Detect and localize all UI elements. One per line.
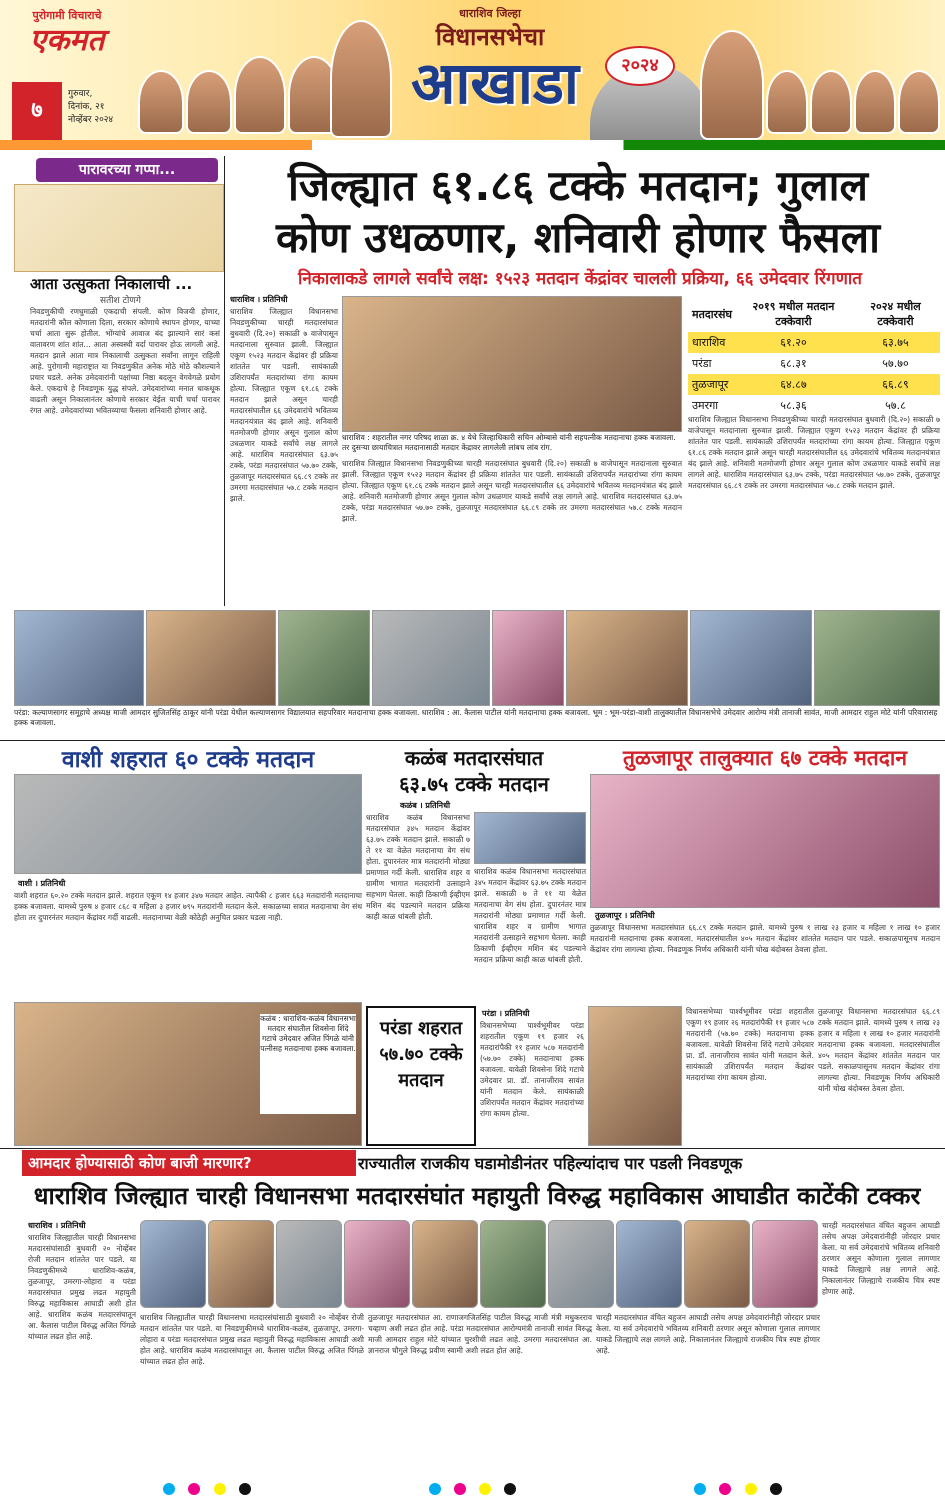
- vashi-headline: वाशी शहरात ६० टक्के मतदान: [61, 747, 315, 773]
- tuljapur-headline: तुळजापूर तालुक्यात ६७ टक्के मतदान: [623, 746, 907, 770]
- table-row: [688, 395, 940, 416]
- masthead: [0, 0, 945, 150]
- sidebar-author: सतीश टोणगे: [100, 296, 141, 306]
- paranda-headline: परंडा शहरात ५७.७० टक्के मतदान: [379, 1018, 463, 1091]
- section-divider: [0, 740, 945, 741]
- bottom-body-col1: धाराशिव जिल्ह्यातील चारही विधानसभा मतदारसंघांसाठी बुधवारी २० नोव्हेंबर रोजी मतदान शांततेत पार पडले. या निवडणुकीमध्ये धाराशिव-कळंब, तुळजापूर, उमरगा-लोहारा व परंडा मतदारसंघात प्रमुख लढत महायुती विरुद्ध महाविकास आघाडी अशी होत आहे. धाराशिव कळंब मतदारसंघातून आ. कैलास पाटील विरुद्ध अजित पिंगळे यांच्यात लढत होत आहे.: [28, 1233, 136, 1341]
- table-row: [688, 353, 940, 374]
- brand-name: एकमत: [29, 23, 105, 58]
- vashi-body: वाशी शहरात ६०.२० टक्के मतदान झाले. शहरात एकूण १४ हजार ३४७ मतदार आहेत. त्यापैकी ८ हजार ६६३ मतदारांनी मतदानाचा हक्क बजावला. यामध्ये पुरुष ४ हजार ८६८ व महिला ३ हजार ७९५ मतदारांनी मतदान केले. सकाळच्या सत्रात मतदानाचा वेग संथ होता तर दुपारनंतर मतदान केंद्रांवर गर्दी वाढली. मतदानाच्या वेळी कोठेही अनुचित प्रकार घडला नाही.: [14, 891, 362, 922]
- cyan-mark: [163, 1483, 175, 1495]
- paranda-byline: परंडा । प्रतिनिधी: [482, 1009, 530, 1018]
- brand-tagline: पुरोगामी विचाराचे: [32, 9, 102, 22]
- leader-photo: [700, 30, 764, 140]
- magenta-mark: [719, 1483, 731, 1495]
- bottom-body-col4: चारही मतदारसंघात वंचित बहुजन आघाडी तसेच अपक्ष उमेदवारांनीही जोरदार प्रचार केला. या सर्व उमेदवारांचे भवितव्य शनिवारी ठरणार असून कोणाला गुलाल लागणार याकडे जिल्ह्याचे लक्ष लागले आहे. निकालानंतर जिल्ह्याचे राजकीय चित्र स्पष्ट होणार आहे.: [596, 1313, 820, 1355]
- district-label: धाराशिव जिल्हा: [459, 7, 521, 20]
- section-divider: [0, 1148, 945, 1149]
- tuljapur-body-col2: तुळजापूर विधानसभा मतदारसंघात ६६.८९ टक्के मतदान झाले. यामध्ये पुरुष १ लाख २३ हजार व महिला १ लाख १० हजार मतदारांनी मतदानाचा हक्क बजावला. मतदारसंघातील ४०५ मतदान केंद्रांवर शांततेत मतदान पार पडले. सकाळपासूनच मतदान केंद्रांवर रांगा लागल्या होत्या. निवडणूक निर्णय अधिकारी यांनी चोख बंदोबस्त ठेवला होता.: [818, 1007, 940, 1093]
- leader-photo: [854, 70, 896, 134]
- yellow-mark: [745, 1483, 757, 1495]
- table-row: [688, 374, 940, 395]
- lead-photo-caption: धाराशिव : शहरातील नगर परिषद शाळा क्र. ४ येथे जिल्हाधिकारी सचिन ओम्बासे यांनी सहपत्नीक मतदानाचा हक्क बजावला. तर दुसऱ्या छायाचित्रात मतदानासाठी मतदार केंद्रावर लागलेली लांबच लांब रांग.: [342, 433, 682, 455]
- photo-strip-caption: परंडा: कल्याणसागर समूहाचे अध्यक्ष माजी आमदार सुजितसिंह ठाकूर यांनी परंडा येथील कल्याणसागर विद्यालयात सहपरिवार मतदानाचा हक्क बजावला. धाराशिव : आ. कैलास पाटील यांनी मतदानाचा हक्क बजावला. भूम : भूम-परंडा-वाशी तालुक्यातील विधानसभेचे उमेदवार आरोग्य मंत्री तानाजी सावंत, माजी आमदार राहुल मोटे यांनी परिवारासह हक्क बजावला.: [14, 708, 940, 738]
- candidate-photo: [616, 1220, 682, 1308]
- kalamb-byline: कळंब । प्रतिनिधी: [400, 801, 451, 810]
- yellow-mark: [214, 1483, 226, 1495]
- candidate-photo: [752, 1220, 818, 1308]
- kalamb-body-col1: धाराशिव कळंब विधानसभा मतदारसंघात ३४५ मतदान केंद्रांवर ६३.७५ टक्के मतदान झाले. सकाळी ७ ते ११ या वेळेत मतदानाचा वेग संथ होता. दुपारनंतर मात्र मतदारांनी मोठ्या प्रमाणात गर्दी केली. धाराशिव शहर व ग्रामीण भागात मतदारांनी उत्साहाने सहभाग घेतला. काही ठिकाणी ईव्हीएम मशिन बंद पडल्याने मतदान प्रक्रिया काही काळ थांबली होती.: [366, 813, 470, 921]
- table-header: २०१९ मधील मतदान टक्केवारी: [752, 300, 835, 328]
- print-registration-marks: [0, 1480, 945, 1498]
- voter-photo: [146, 610, 276, 706]
- table-row: [688, 332, 940, 353]
- cartoon-image: [14, 184, 224, 272]
- candidate-portrait: [588, 1006, 682, 1146]
- black-mark: [239, 1483, 251, 1495]
- table-cell: उमरगा: [692, 399, 719, 412]
- table-cell: ६३.७५: [851, 332, 940, 353]
- voter-photo: [372, 610, 490, 706]
- sidebar-title: आता उत्सुकता निकालाची ...: [30, 275, 193, 293]
- leader-photo: [330, 20, 392, 138]
- black-mark: [770, 1483, 782, 1495]
- candidate-photo: [684, 1220, 750, 1308]
- candidate-photo: [140, 1220, 206, 1308]
- voter-photo: [14, 610, 144, 706]
- leader-photo: [186, 70, 232, 134]
- lead-body-cont: धाराशिव जिल्ह्यात विधानसभा निवडणुकीच्या चारही मतदारसंघात बुधवारी (दि.२०) सकाळी ७ वाजेपासून मतदानाला सुरुवात झाली. जिल्ह्यात एकूण १५२३ मतदान केंद्रांवर ही प्रक्रिया शांततेत पार पडली. सायंकाळी उशिरापर्यंत मतदारांच्या रांगा कायम होत्या. जिल्ह्यात एकूण ६१.८६ टक्के मतदान झाले असून चारही मतदारसंघातील ६६ उमेदवारांचे भवितव्य मतदानयंत्रात बंद झाले आहे. शनिवारी मतमोजणी होणार असून गुलाल कोण उधळणार याकडे सर्वांचे लक्ष लागले आहे. धाराशिव मतदारसंघात ६३.७५ टक्के, परंडा मतदारसंघात ५७.७० टक्के, तुळजापूर मतदारसंघात ६६.८९ टक्के तर उमरगा मतदारसंघात ५७.८ टक्के मतदान झाले.: [342, 459, 682, 523]
- kalamb-headline-line2: ६३.७५ टक्के मतदान: [399, 772, 549, 796]
- table-cell: तुळजापूर: [688, 374, 736, 395]
- lead-headline-line1: जिल्ह्यात ६१.८६ टक्के मतदान; गुलाल: [288, 161, 868, 210]
- table-cell: धाराशिव: [688, 332, 736, 353]
- cyan-mark: [694, 1483, 706, 1495]
- turnout-table: [688, 296, 940, 412]
- year-badge: २०२४: [605, 46, 675, 86]
- day: गुरुवार,: [68, 89, 93, 99]
- vidhansabha-label: विधानसभेचा: [435, 23, 545, 51]
- leader-photo: [898, 70, 940, 134]
- yellow-mark: [479, 1483, 491, 1495]
- candidate-photo: [344, 1220, 410, 1308]
- voter-photo: [278, 610, 370, 706]
- leader-photo: [810, 70, 852, 134]
- leader-photo: [766, 70, 808, 134]
- table-cell: ५७.७०: [882, 357, 909, 370]
- lead-headline: [228, 160, 928, 264]
- tuljapur-byline: तुळजापूर । प्रतिनिधी: [595, 911, 655, 920]
- sidebar-body: निवडणुकीची रणधुमाळी एकदाची संपली. कोण विजयी होणार, मतदारांनी कौल कोणाला दिला, सरकार कोणाचे स्थापन होणार, याच्या चर्चा आता सुरू होतील. भोंग्यांचे आवाज बंद झाल्याने सारं कसं वातावरण शांत शांत... आता अस्वस्थी वर्दा पारावर होऊ लागली आहे. मतदान झाले आता मात्र निकालाची उत्सुकता सर्वांना लागून राहिली आहे. पुरोगामी महाराष्ट्रात या निवडणुकीत अनेक मोठे मोठे कौशल्याने प्रचार घडले. अनेक उमेदवारांनी पक्षांच्या निष्ठा बदलून वेगवेगळे प्रयोग केले. एकदाचे हे निवडणूक युद्ध संपले. उमेदवारांच्या मनात धाकधूक वाढली असून निकालानंतर कोणाचे सरकार येईल याची चर्चा पारावर रंगत आहे. उमेदवारांच्या भवितव्याचा फैसला शनिवारी होणार आहे.: [30, 307, 220, 415]
- table-cell: ६८.३१: [736, 353, 851, 374]
- table-cell: ५७.८: [885, 399, 906, 412]
- column-divider: [224, 156, 225, 606]
- tricolor-strip: [0, 140, 945, 150]
- bottom-body-col3: तुळजापूर मतदारसंघात आ. राणाजगजितसिंह पाटील विरुद्ध माजी मंत्री मधुकरराव चव्हाण अशी लढत होत आहे. परंडा मतदारसंघात आरोग्यमंत्री तानाजी सावंत विरुद्ध माजी आमदार राहुल मोटे यांच्यात चुरशीची लढत आहे. उमरगा मतदारसंघात आ. ज्ञानराज चौगुले विरुद्ध प्रवीण स्वामी अशी लढत होत आहे.: [368, 1313, 592, 1355]
- page-number: ७: [12, 82, 62, 140]
- bottom-headline: धाराशिव जिल्ह्यात चारही विधानसभा मतदारसंघांत महायुती विरुद्ध महाविकास आघाडीत काटेंकी टक्कर: [33, 1182, 921, 1210]
- paranda-body: विधानसभेच्या पार्श्वभूमीवर परंडा शहरातील एकूण १९ हजार २६ मतदारांपैकी ११ हजार ५८७ मतदारांनी (५७.७० टक्के) मतदानाचा हक्क बजावला. यावेळी शिवसेना शिंदे गटाचे उमेदवार प्रा. डॉ. तानाजीराव सावंत यांनी मतदान केले. सायंकाळी उशिरापर्यंत मतदान केंद्रांवर मतदारांच्या रांगा कायम होत्या.: [480, 1021, 584, 1118]
- sidebar-header: पारावरच्या गप्पा...: [36, 158, 218, 182]
- table-cell: परंडा: [692, 357, 712, 370]
- voter-photo: [566, 610, 688, 706]
- leader-photo: [234, 56, 286, 134]
- black-mark: [504, 1483, 516, 1495]
- candidate-photo: [548, 1220, 614, 1308]
- table-cell: ६१.२०: [736, 332, 851, 353]
- bottom-byline: धाराशिव । प्रतिनिधी: [28, 1221, 86, 1230]
- bottom-kicker-sub: राज्यातील राजकीय घडामोडीनंतर पहिल्यांदाच पार पडली निवडणूक: [358, 1154, 743, 1173]
- lead-body-col-right: धाराशिव जिल्ह्यात विधानसभा निवडणुकीच्या चारही मतदारसंघात बुधवारी (दि.२०) सकाळी ७ वाजेपासून मतदानाला सुरुवात झाली. जिल्ह्यात एकूण १५२३ मतदान केंद्रांवर ही प्रक्रिया शांततेत पार पडली. सायंकाळी उशिरापर्यंत मतदारांच्या रांगा कायम होत्या. जिल्ह्यात एकूण ६१.८६ टक्के मतदान झाले असून चारही मतदारसंघातील ६६ उमेदवारांचे भवितव्य मतदानयंत्रात बंद झाले आहे. शनिवारी मतमोजणी होणार असून गुलाल कोण उधळणार याकडे सर्वांचे लक्ष लागले आहे. धाराशिव मतदारसंघात ६३.७५ टक्के, परंडा मतदारसंघात ५७.७० टक्के, तुळजापूर मतदारसंघात ६६.८९ टक्के तर उमरगा मतदारसंघात ५७.८ टक्के मतदान झाले.: [688, 415, 940, 490]
- magenta-mark: [188, 1483, 200, 1495]
- lead-byline: धाराशिव । प्रतिनिधी: [230, 295, 288, 304]
- date: दिनांक, २१: [68, 102, 105, 112]
- table-cell: ६६.८९: [851, 374, 940, 395]
- vashi-byline: वाशी । प्रतिनिधी: [18, 879, 66, 888]
- magenta-mark: [454, 1483, 466, 1495]
- lead-body-col1: धाराशिव जिल्ह्यात विधानसभा निवडणुकीच्या चारही मतदारसंघात बुधवारी (दि.२०) सकाळी ७ वाजेपासून मतदानाला सुरुवात झाली. जिल्ह्यात एकूण १५२३ मतदान केंद्रांवर ही प्रक्रिया शांततेत पार पडली. सायंकाळी उशिरापर्यंत मतदारांच्या रांगा कायम होत्या. जिल्ह्यात एकूण ६१.८६ टक्के मतदान झाले असून चारही मतदारसंघातील ६६ उमेदवारांचे भवितव्य मतदानयंत्रात बंद झाले आहे. शनिवारी मतमोजणी होणार असून गुलाल कोण उधळणार याकडे सर्वांचे लक्ष लागले आहे. धाराशिव मतदारसंघात ६३.७५ टक्के, परंडा मतदारसंघात ५७.७० टक्के, तुळजापूर मतदारसंघात ६६.८९ टक्के तर उमरगा मतदारसंघात ५७.८ टक्के मतदान झाले.: [230, 307, 338, 503]
- table-header: मतदारसंघ: [692, 307, 732, 321]
- table-header: २०२४ मधील टक्केवारी: [870, 300, 921, 328]
- paranda-body-col2: विधानसभेच्या पार्श्वभूमीवर परंडा शहरातील एकूण १९ हजार २६ मतदारांपैकी ११ हजार ५८७ मतदारांनी (५७.७० टक्के) मतदानाचा हक्क बजावला. यावेळी शिवसेना शिंदे गटाचे उमेदवार प्रा. डॉ. तानाजीराव सावंत यांनी मतदान केले. सायंकाळी उशिरापर्यंत मतदान केंद्रांवर मतदारांच्या रांगा कायम होत्या.: [686, 1007, 814, 1082]
- candidate-photo: [480, 1220, 546, 1308]
- kalamb-headline-line1: कळंब मतदारसंघात: [404, 746, 544, 770]
- voter-photo: [690, 610, 812, 706]
- leader-photo: [138, 70, 184, 134]
- table-cell: ५८.३६: [736, 395, 851, 416]
- month-year: नोव्हेंबर २०२४: [68, 115, 114, 125]
- lead-headline-line2: कोण उधळणार, शनिवारी होणार फैसला: [276, 213, 880, 262]
- dateline: [68, 88, 138, 127]
- bottom-body-col5: चारही मतदारसंघात वंचित बहुजन आघाडी तसेच अपक्ष उमेदवारांनीही जोरदार प्रचार केला. या सर्व उमेदवारांचे भवितव्य शनिवारी ठरणार असून कोणाला गुलाल लागणार याकडे जिल्ह्याचे लक्ष लागले आहे. निकालानंतर जिल्ह्याचे राजकीय चित्र स्पष्ट होणार आहे.: [822, 1221, 940, 1296]
- voter-photo: [492, 610, 564, 706]
- tuljapur-photo: [590, 774, 940, 908]
- bottom-kicker: आमदार होण्यासाठी कोण बाजी मारणार?: [22, 1150, 356, 1176]
- paranda-box: [366, 1006, 476, 1146]
- candidate-photo: [208, 1220, 274, 1308]
- aakhada-title: आखाडा: [411, 49, 579, 117]
- evm-photo: [474, 812, 586, 864]
- candidate-photo: [276, 1220, 342, 1308]
- tuljapur-body: तुळजापूर विधानसभा मतदारसंघात ६६.८९ टक्के मतदान झाले. यामध्ये पुरुष १ लाख २३ हजार व महिला १ लाख १० हजार मतदारांनी मतदानाचा हक्क बजावला. मतदारसंघातील ४०५ मतदान केंद्रांवर शांततेत मतदान पार पडले. सकाळपासूनच मतदान केंद्रांवर रांगा लागल्या होत्या. निवडणूक निर्णय अधिकारी यांनी चोख बंदोबस्त ठेवला होता.: [590, 923, 940, 954]
- voters-queue-photo: [342, 296, 682, 432]
- kalamb-photo-caption: कळंब : धाराशिव-कळंब विधानसभा मतदार संघातील शिवसेना शिंदे गटाचे उमेदवार अजित पिंगळे यांनी पत्नीसह मतदानाचा हक्क बजावला.: [260, 1014, 356, 1114]
- lead-subhead: निकालाकडे लागले सर्वांचे लक्ष: १५२३ मतदान केंद्रांवर चालली प्रक्रिया, ६६ उमेदवार रिंगणात: [298, 269, 862, 289]
- candidate-photo: [412, 1220, 478, 1308]
- vashi-photo: [14, 774, 362, 874]
- kalamb-body-col2: धाराशिव कळंब विधानसभा मतदारसंघात ३४५ मतदान केंद्रांवर ६३.७५ टक्के मतदान झाले. सकाळी ७ ते ११ या वेळेत मतदानाचा वेग संथ होता. दुपारनंतर मात्र मतदारांनी मोठ्या प्रमाणात गर्दी केली. धाराशिव शहर व ग्रामीण भागात मतदारांनी उत्साहाने सहभाग घेतला. काही ठिकाणी ईव्हीएम मशिन बंद पडल्याने मतदान प्रक्रिया काही काळ थांबली होती.: [474, 867, 586, 964]
- table-cell: ६४.८७: [736, 374, 851, 395]
- cyan-mark: [429, 1483, 441, 1495]
- voter-photo: [814, 610, 940, 706]
- bottom-body-col2: धाराशिव जिल्ह्यातील चारही विधानसभा मतदारसंघांसाठी बुधवारी २० नोव्हेंबर रोजी मतदान शांततेत पार पडले. या निवडणुकीमध्ये धाराशिव-कळंब, तुळजापूर, उमरगा-लोहारा व परंडा मतदारसंघात प्रमुख लढत महायुती विरुद्ध महाविकास आघाडी अशी होत आहे. धाराशिव कळंब मतदारसंघातून आ. कैलास पाटील विरुद्ध अजित पिंगळे यांच्यात लढत होत आहे.: [140, 1313, 364, 1366]
